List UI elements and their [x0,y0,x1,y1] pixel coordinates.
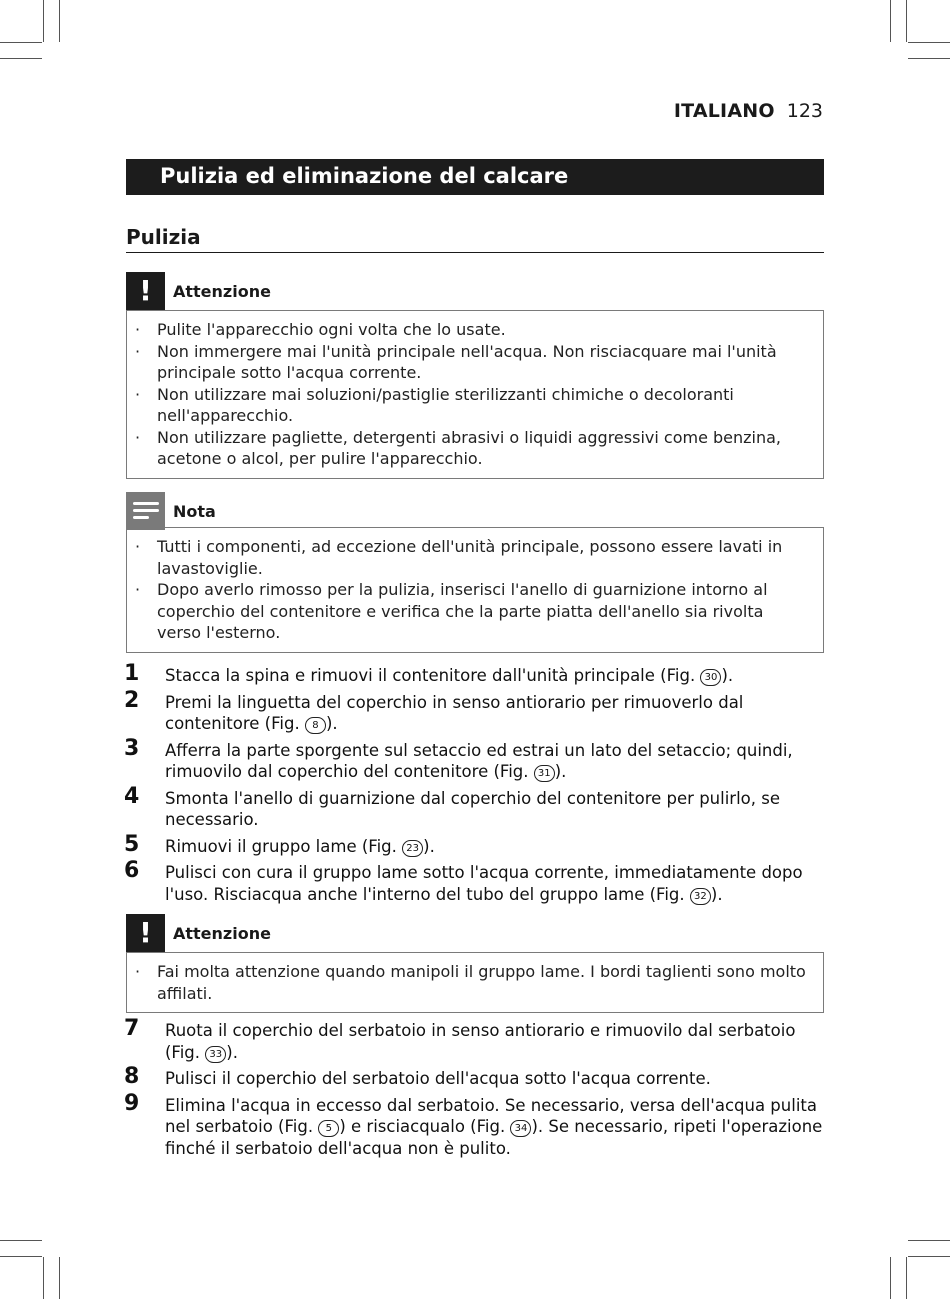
step-text: ). [554,762,567,781]
note-list [127,536,811,644]
crop-mark [890,1257,891,1299]
bullet-item: · Tutti i componenti, ad eccezione dell'unità principale, possono essere lavati in lavastoviglie. [127,536,811,579]
step-number: 3 [124,735,140,761]
figure-reference: 8 [305,717,326,734]
caution-list-2 [127,961,811,1004]
step-item [124,831,824,858]
note-icon [126,492,165,530]
crop-mark [908,1256,950,1257]
language-label: ITALIANO [673,100,775,122]
section-title: Pulizia ed eliminazione del calcare [126,159,824,195]
figure-reference: 30 [700,669,721,686]
crop-mark [908,58,950,59]
page-number: 123 [786,100,823,122]
crop-mark [43,0,44,42]
step-item [124,1090,824,1160]
step-text: ). Se necessario, ripeti l'operazione finché il serbatoio dell'acqua non è pulito. [165,1117,823,1158]
step-text: Premi la linguetta del coperchio in senso antiorario per rimuoverlo dal contenitore (Fig. [165,692,744,733]
caution-label-2: Attenzione [173,924,271,943]
step-item [124,783,824,831]
crop-mark [908,1240,950,1241]
step-item [124,687,824,735]
step-text: Pulisci con cura il gruppo lame sotto l'acqua corrente, immediatamente dopo l'uso. Risciacqua anche l'interno del tubo del gruppo lame (Fig. [165,863,803,904]
note-box [126,527,824,653]
bullet-item: · Fai molta attenzione quando manipoli il gruppo lame. I bordi taglienti sono molto affilati. [127,961,811,1004]
step-text: Ruota il coperchio del serbatoio in senso antiorario e rimuovilo dal serbatoio (Fig. [165,1021,796,1062]
caution-box [126,310,824,479]
crop-mark [59,1257,60,1299]
step-item [124,1016,824,1063]
bullet-item: · Pulite l'apparecchio ogni volta che lo usate. [127,319,811,341]
step-text: Stacca la spina e rimuovi il contenitore dall'unità principale (Fig. [165,666,696,685]
note-label: Nota [173,502,216,521]
step-text: ). [226,1042,238,1062]
bullet-item: · Non utilizzare mai soluzioni/pastiglie sterilizzanti chimiche o decoloranti nell'apparecchio. [127,384,811,427]
figure-reference: 32 [690,888,711,905]
step-text: Rimuovi il gruppo lame (Fig. [165,836,397,856]
figure-reference: 34 [510,1120,531,1137]
crop-mark [43,1257,44,1299]
figure-reference: 33 [205,1046,226,1063]
step-text: Elimina l'acqua in eccesso dal serbatoio. Se necessario, versa dell'acqua pulita nel serbatoio (Fig. [165,1095,817,1136]
note-header [126,492,824,530]
step-item [124,735,824,783]
subsection-title: Pulizia [126,225,824,253]
crop-mark [0,1256,42,1257]
crop-mark [0,58,42,59]
step-text: ). [423,836,435,856]
step-text: ). [325,714,338,733]
step-text: ). [721,666,734,685]
warning-icon: ! [126,914,165,952]
step-number: 4 [124,783,140,809]
step-number: 1 [124,661,140,686]
step-text: Pulisci il coperchio del serbatoio dell'acqua sotto l'acqua corrente. [165,1069,711,1088]
step-number: 5 [124,831,140,857]
crop-mark [906,0,907,42]
caution-header-2 [126,914,824,952]
step-number: 8 [124,1064,140,1089]
caution-box-2 [126,952,824,1013]
crop-mark [890,0,891,42]
steps-list-b [124,1016,824,1164]
step-item [124,1064,824,1090]
crop-mark [908,42,950,43]
caution-header [126,272,824,310]
step-number: 2 [124,687,140,713]
step-item [124,661,824,687]
step-number: 6 [124,858,140,883]
figure-reference: 23 [402,840,423,857]
step-item [124,858,824,905]
bullet-item: · Dopo averlo rimosso per la pulizia, inserisci l'anello di guarnizione intorno al coperchio del contenitore e verifica che la parte piatta dell'anello sia rivolta verso l'esterno. [127,579,811,644]
step-text: Smonta l'anello di guarnizione dal coperchio del contenitore per pulirlo, se necessario. [165,788,781,829]
caution-label: Attenzione [173,282,271,301]
steps-list-a [124,661,824,910]
bullet-item: · Non utilizzare pagliette, detergenti abrasivi o liquidi aggressivi come benzina, acetone o alcol, per pulire l'apparecchio. [127,427,811,470]
crop-mark [59,0,60,42]
step-text: ) e risciacqualo (Fig. [339,1117,506,1136]
figure-reference: 5 [318,1120,339,1137]
crop-mark [0,42,42,43]
step-text: Afferra la parte sporgente sul setaccio ed estrai un lato del setaccio; quindi, rimuovilo dal coperchio del contenitore (Fig. [165,740,793,781]
figure-reference: 31 [534,765,555,782]
step-text: ). [710,884,723,904]
step-number: 7 [124,1016,140,1041]
crop-mark [0,1240,42,1241]
crop-mark [906,1257,907,1299]
step-number: 9 [124,1090,140,1116]
bullet-item: · Non immergere mai l'unità principale nell'acqua. Non risciacquare mai l'unità principale sotto l'acqua corrente. [127,341,811,384]
caution-list [127,319,811,470]
page-header [674,100,823,122]
warning-icon: ! [126,272,165,310]
